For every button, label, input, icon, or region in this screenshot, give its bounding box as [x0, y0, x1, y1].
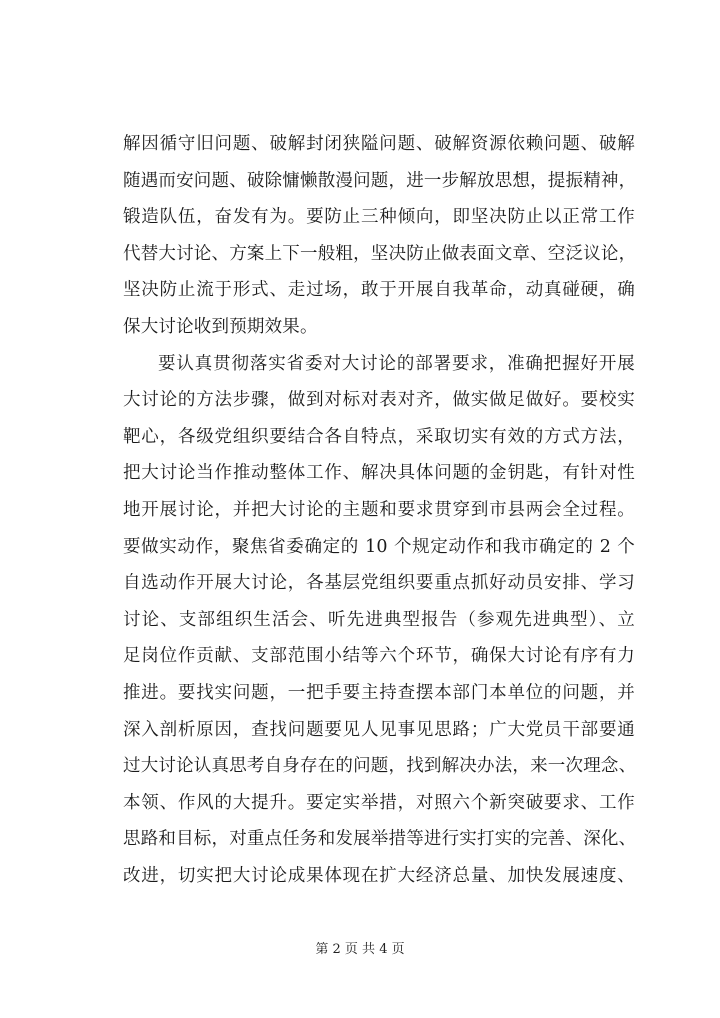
text-line: 深入剖析原因，查找问题要见人见事见思路；广大党员干部要通 [123, 719, 635, 740]
text-line: 足岗位作贡献、支部范围小结等六个环节，确保大讨论有序有力 [123, 646, 635, 667]
text-line: 过大讨论认真思考自身存在的问题，找到解决办法，来一次理念、 [123, 756, 637, 777]
text-line: 自选动作开展大讨论，各基层党组织要重点抓好动员安排、学习 [123, 573, 635, 594]
text-line: 代替大讨论、方案上下一般粗，坚决防止做表面文章、空泛议论， [123, 243, 637, 264]
text-line: 锻造队伍，奋发有为。要防止三种倾向，即坚决防止以正常工作 [123, 207, 635, 228]
body-text [123, 126, 635, 894]
text-line: 地开展讨论，并把大讨论的主题和要求贯穿到市县两会全过程。 [123, 499, 635, 520]
text-line: 随遇而安问题、破除慵懒散漫问题，进一步解放思想，提振精神， [123, 170, 637, 191]
text-line: 靶心，各级党组织要结合各自特点，采取切实有效的方式方法， [123, 426, 635, 447]
text-line: 解因循守旧问题、破解封闭狭隘问题、破解资源依赖问题、破解 [123, 134, 635, 154]
text-line: 坚决防止流于形式、走过场，敢于开展自我革命，动真碰硬，确 [123, 280, 635, 301]
text-line: 要认真贯彻落实省委对大讨论的部署要求，准确把握好开展 [158, 353, 635, 374]
text-line: 思路和目标，对重点任务和发展举措等进行实打实的完善、深化、 [123, 829, 637, 850]
text-line: 要做实动作，聚焦省委确定的 10 个规定动作和我市确定的 2 个 [123, 536, 635, 557]
text-line: 大讨论的方法步骤，做到对标对表对齐，做实做足做好。要校实 [123, 390, 635, 411]
page-number-footer: 第 2 页 共 4 页 [315, 942, 405, 957]
text-line: 保大讨论收到预期效果。 [123, 316, 318, 337]
text-line: 讨论、支部组织生活会、听先进典型报告（参观先进典型）、立 [123, 609, 635, 630]
text-line: 改进，切实把大讨论成果体现在扩大经济总量、加快发展速度、 [123, 865, 635, 886]
text-line: 把大讨论当作推动整体工作、解决具体问题的金钥匙，有针对性 [123, 463, 635, 484]
text-line: 推进。要找实问题，一把手要主持查摆本部门本单位的问题，并 [123, 682, 635, 703]
text-line: 本领、作风的大提升。要定实举措，对照六个新突破要求、工作 [123, 792, 635, 813]
